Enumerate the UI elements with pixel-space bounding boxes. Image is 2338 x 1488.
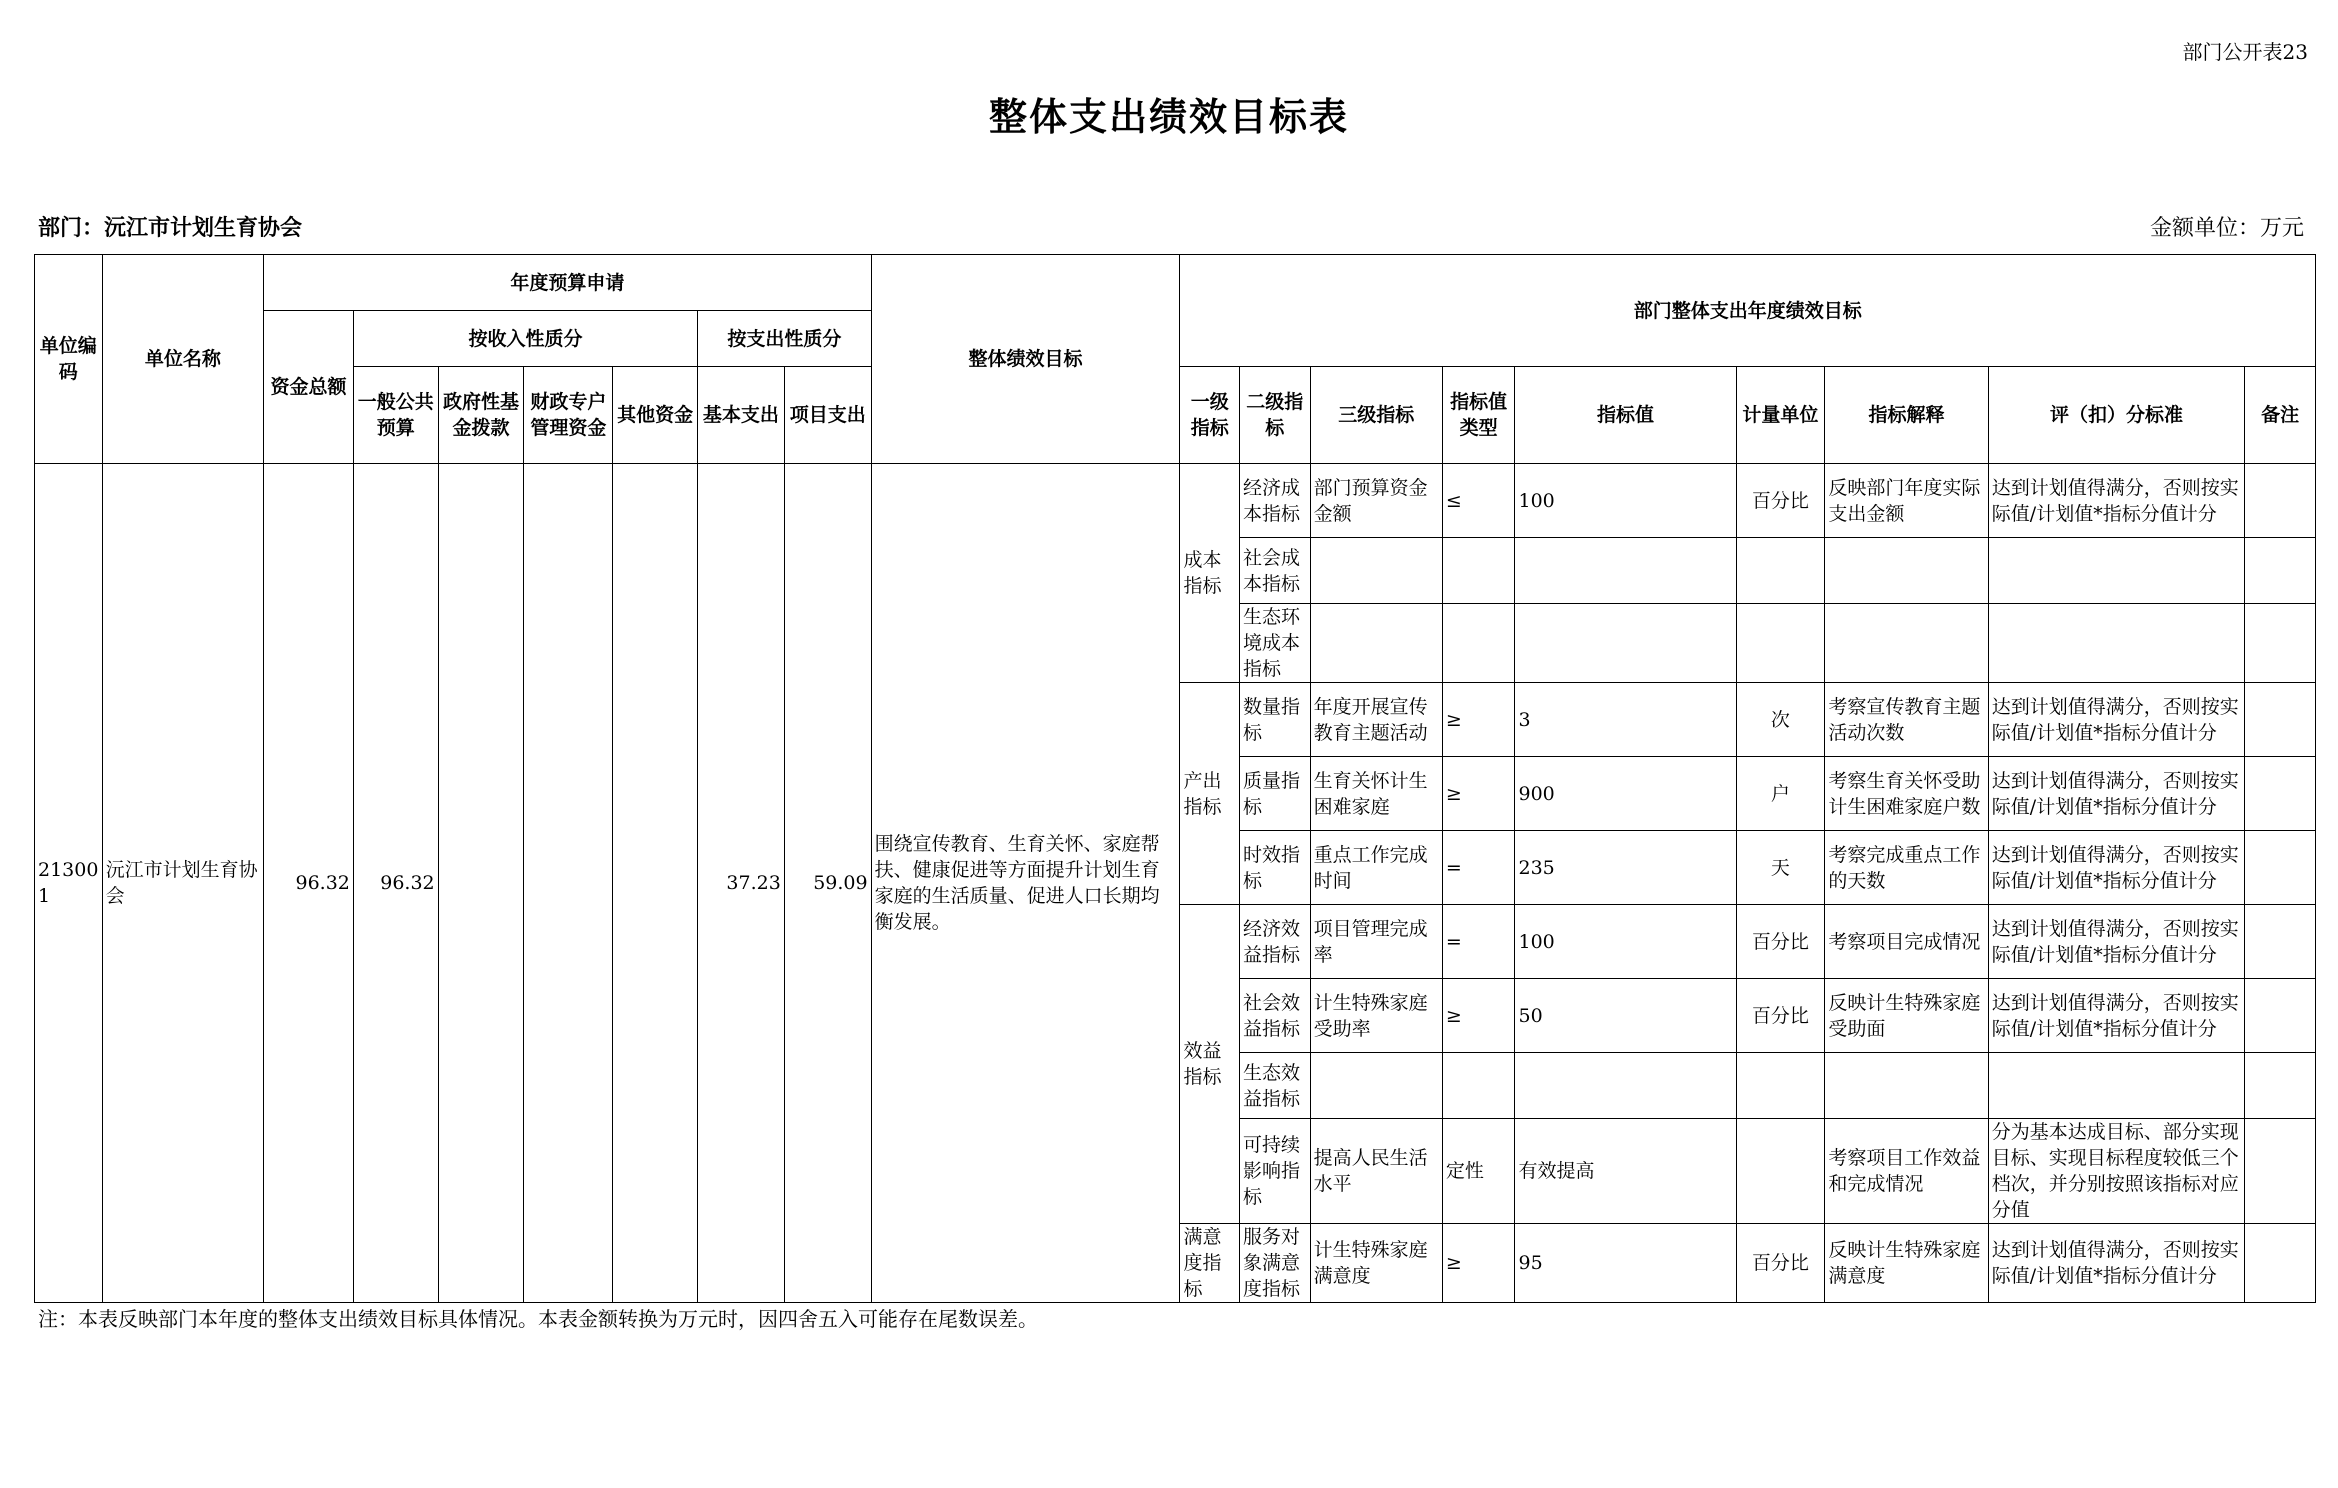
- l2-cell: 生态环境成本指标: [1239, 604, 1310, 683]
- score-cell: 达到计划值得满分，否则按实际值/计划值*指标分值计分: [1988, 979, 2244, 1053]
- header-gov-fund: 政府性基金拨款: [438, 367, 524, 464]
- header-dept-goal: 部门整体支出年度绩效目标: [1180, 255, 2316, 367]
- unit-cell: 次: [1736, 683, 1825, 757]
- header-fiscal-special: 财政专户管理资金: [524, 367, 613, 464]
- score-cell: [1988, 604, 2244, 683]
- type-cell: ≥: [1442, 683, 1515, 757]
- unit-cell: [1736, 1119, 1825, 1224]
- header-level2: 二级指标: [1239, 367, 1310, 464]
- score-cell: 达到计划值得满分，否则按实际值/计划值*指标分值计分: [1988, 757, 2244, 831]
- l3-cell: [1310, 1053, 1442, 1119]
- header-unit-name: 单位名称: [102, 255, 263, 464]
- group-satisfaction: 满意度指标: [1180, 1224, 1240, 1303]
- footnote: 注：本表反映部门本年度的整体支出绩效目标具体情况。本表金额转换为万元时，因四舍五入可能存在尾数误差。: [38, 1307, 1038, 1331]
- unit-cell: [1736, 604, 1825, 683]
- score-cell: [1988, 538, 2244, 604]
- type-cell: [1442, 538, 1515, 604]
- value-cell: 3: [1515, 683, 1736, 757]
- value-cell: 100: [1515, 464, 1736, 538]
- header-remark: 备注: [2245, 367, 2316, 464]
- explain-cell: 反映部门年度实际支出金额: [1825, 464, 1988, 538]
- value-cell: 有效提高: [1515, 1119, 1736, 1224]
- header-general-budget: 一般公共预算: [353, 367, 438, 464]
- explain-cell: 反映计生特殊家庭受助面: [1825, 979, 1988, 1053]
- explain-cell: 反映计生特殊家庭满意度: [1825, 1224, 1988, 1303]
- header-by-income: 按收入性质分: [353, 311, 697, 367]
- unit-cell: [1736, 1053, 1825, 1119]
- l2-cell: 生态效益指标: [1239, 1053, 1310, 1119]
- header-level1: 一级指标: [1180, 367, 1240, 464]
- l3-cell: 提高人民生活水平: [1310, 1119, 1442, 1224]
- general-budget-value: 96.32: [353, 464, 438, 1303]
- remark-cell: [2245, 1119, 2316, 1224]
- header-project-expense: 项目支出: [784, 367, 871, 464]
- header-other-funds: 其他资金: [613, 367, 698, 464]
- explain-cell: [1825, 538, 1988, 604]
- l2-cell: 服务对象满意度指标: [1239, 1224, 1310, 1303]
- score-cell: [1988, 1053, 2244, 1119]
- unit-cell: 户: [1736, 757, 1825, 831]
- value-cell: [1515, 604, 1736, 683]
- type-cell: ≥: [1442, 757, 1515, 831]
- type-cell: [1442, 1053, 1515, 1119]
- header-annual-budget: 年度预算申请: [264, 255, 872, 311]
- explain-cell: 考察项目工作效益和完成情况: [1825, 1119, 1988, 1224]
- unit-cell: 百分比: [1736, 464, 1825, 538]
- l3-cell: 项目管理完成率: [1310, 905, 1442, 979]
- l2-cell: 经济效益指标: [1239, 905, 1310, 979]
- header-scoring: 评（扣）分标准: [1988, 367, 2244, 464]
- remark-cell: [2245, 757, 2316, 831]
- remark-cell: [2245, 905, 2316, 979]
- unit-cell: 百分比: [1736, 979, 1825, 1053]
- l3-cell: [1310, 604, 1442, 683]
- value-cell: [1515, 538, 1736, 604]
- value-cell: 50: [1515, 979, 1736, 1053]
- unit-code: 213001: [35, 464, 103, 1303]
- score-cell: 达到计划值得满分，否则按实际值/计划值*指标分值计分: [1988, 683, 2244, 757]
- explain-cell: 考察宣传教育主题活动次数: [1825, 683, 1988, 757]
- header-measure-unit: 计量单位: [1736, 367, 1825, 464]
- fiscal-special-value: [524, 464, 613, 1303]
- other-funds-value: [613, 464, 698, 1303]
- l3-cell: [1310, 538, 1442, 604]
- l2-cell: 时效指标: [1239, 831, 1310, 905]
- unit-cell: [1736, 538, 1825, 604]
- performance-table: [34, 254, 2316, 1303]
- unit-cell: 百分比: [1736, 905, 1825, 979]
- l3-cell: 部门预算资金金额: [1310, 464, 1442, 538]
- explain-cell: 考察生育关怀受助计生困难家庭户数: [1825, 757, 1988, 831]
- unit-name: 沅江市计划生育协会: [102, 464, 263, 1303]
- header-total-funds: 资金总额: [264, 311, 354, 464]
- amount-unit-label: 金额单位：万元: [2149, 216, 2304, 241]
- header-value-type: 指标值类型: [1442, 367, 1515, 464]
- type-cell: ≥: [1442, 1224, 1515, 1303]
- explain-cell: 考察项目完成情况: [1825, 905, 1988, 979]
- header-value: 指标值: [1515, 367, 1736, 464]
- remark-cell: [2245, 1224, 2316, 1303]
- score-cell: 达到计划值得满分，否则按实际值/计划值*指标分值计分: [1988, 464, 2244, 538]
- type-cell: =: [1442, 905, 1515, 979]
- l2-cell: 质量指标: [1239, 757, 1310, 831]
- l3-cell: 年度开展宣传教育主题活动: [1310, 683, 1442, 757]
- score-cell: 达到计划值得满分，否则按实际值/计划值*指标分值计分: [1988, 831, 2244, 905]
- remark-cell: [2245, 538, 2316, 604]
- l3-cell: 计生特殊家庭受助率: [1310, 979, 1442, 1053]
- value-cell: 235: [1515, 831, 1736, 905]
- explain-cell: [1825, 1053, 1988, 1119]
- explain-cell: 考察完成重点工作的天数: [1825, 831, 1988, 905]
- remark-cell: [2245, 979, 2316, 1053]
- value-cell: 95: [1515, 1224, 1736, 1303]
- department-label: 部门：沅江市计划生育协会: [38, 215, 303, 241]
- type-cell: ≤: [1442, 464, 1515, 538]
- l2-cell: 数量指标: [1239, 683, 1310, 757]
- remark-cell: [2245, 1053, 2316, 1119]
- group-cost: 成本指标: [1180, 464, 1240, 683]
- l2-cell: 可持续影响指标: [1239, 1119, 1310, 1224]
- unit-cell: 天: [1736, 831, 1825, 905]
- group-benefit: 效益指标: [1180, 905, 1240, 1224]
- l3-cell: 生育关怀计生困难家庭: [1310, 757, 1442, 831]
- header-overall-goal: 整体绩效目标: [871, 255, 1180, 464]
- header-basic-expense: 基本支出: [698, 367, 785, 464]
- value-cell: [1515, 1053, 1736, 1119]
- project-expense-value: 59.09: [784, 464, 871, 1303]
- basic-expense-value: 37.23: [698, 464, 785, 1303]
- l3-cell: 计生特殊家庭满意度: [1310, 1224, 1442, 1303]
- type-cell: [1442, 604, 1515, 683]
- remark-cell: [2245, 604, 2316, 683]
- header-by-expense: 按支出性质分: [698, 311, 872, 367]
- table-number-label: 部门公开表23: [2182, 40, 2308, 64]
- remark-cell: [2245, 464, 2316, 538]
- type-cell: =: [1442, 831, 1515, 905]
- table-row: [35, 464, 2316, 538]
- unit-cell: 百分比: [1736, 1224, 1825, 1303]
- header-explanation: 指标解释: [1825, 367, 1988, 464]
- score-cell: 达到计划值得满分，否则按实际值/计划值*指标分值计分: [1988, 1224, 2244, 1303]
- value-cell: 900: [1515, 757, 1736, 831]
- l2-cell: 经济成本指标: [1239, 464, 1310, 538]
- score-cell: 达到计划值得满分，否则按实际值/计划值*指标分值计分: [1988, 905, 2244, 979]
- header-unit-code: 单位编码: [35, 255, 103, 464]
- gov-fund-value: [438, 464, 524, 1303]
- score-cell: 分为基本达成目标、部分实现目标、实现目标程度较低三个档次，并分别按照该指标对应分值: [1988, 1119, 2244, 1224]
- page-title: 整体支出绩效目标表: [988, 94, 1349, 139]
- overall-goal-text: 围绕宣传教育、生育关怀、家庭帮扶、健康促进等方面提升计划生育家庭的生活质量、促进人口长期均衡发展。: [871, 464, 1180, 1303]
- l2-cell: 社会效益指标: [1239, 979, 1310, 1053]
- remark-cell: [2245, 683, 2316, 757]
- l3-cell: 重点工作完成时间: [1310, 831, 1442, 905]
- total-funds-value: 96.32: [264, 464, 354, 1303]
- header-level3: 三级指标: [1310, 367, 1442, 464]
- type-cell: ≥: [1442, 979, 1515, 1053]
- group-output: 产出指标: [1180, 683, 1240, 905]
- remark-cell: [2245, 831, 2316, 905]
- l2-cell: 社会成本指标: [1239, 538, 1310, 604]
- explain-cell: [1825, 604, 1988, 683]
- value-cell: 100: [1515, 905, 1736, 979]
- type-cell: 定性: [1442, 1119, 1515, 1224]
